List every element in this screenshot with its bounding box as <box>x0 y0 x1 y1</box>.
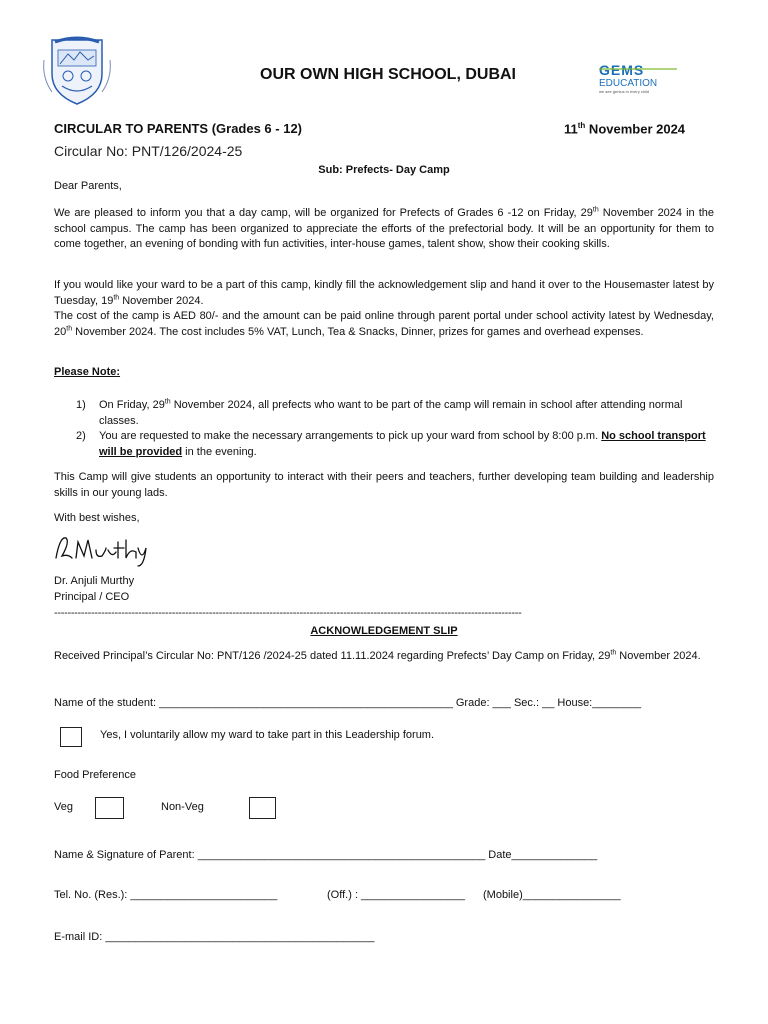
email-field[interactable]: E-mail ID: ____________________________________________ <box>54 931 375 943</box>
food-preference-label: Food Preference <box>54 769 136 781</box>
student-details-line[interactable]: Name of the student: ________________________________________________ Grade: ___ Sec.: __ House:________ <box>54 697 642 709</box>
non-veg-label: Non-Veg <box>161 801 204 813</box>
circular-title: CIRCULAR TO PARENTS (Grades 6 - 12) <box>54 121 303 136</box>
paragraph-intro: We are pleased to inform you that a day camp, will be organized for Prefects of Grades 6 -12 on Friday, 29th November 2024 in the school campus. The camp has been organized to appreciate the efforts of the prefectorial body. It will be an opportunity for them to come together, an evening of bonding with fun activities, inter-house games, talent show, show their cooking skills. <box>54 206 714 251</box>
note-list <box>76 398 716 460</box>
non-veg-checkbox[interactable] <box>249 797 276 819</box>
salutation: Dear Parents, <box>54 180 122 192</box>
consent-checkbox[interactable] <box>60 727 82 747</box>
tel-res-field[interactable]: Tel. No. (Res.): ________________________ <box>54 889 278 901</box>
tel-office-field[interactable]: (Off.) : _________________ <box>327 889 466 901</box>
principal-name: Dr. Anjuli Murthy <box>54 575 135 587</box>
paragraph-registration: If you would like your ward to be a part of this camp, kindly fill the acknowledgement slip and hand it over to the Housemaster latest by Tuesday, 19th November 2024. The cost of the camp is AED 80/- and the amount can be paid online through parent portal under school activity latest by Wednesday, 20th November 2024. The cost includes 5% VAT, Lunch, Tea & Snacks, Dinner, prizes for games and overhead expenses. <box>54 279 714 339</box>
principal-signature <box>52 528 152 568</box>
parent-signature-line[interactable]: Name & Signature of Parent: _______________________________________________ Date______________ <box>54 849 598 861</box>
cut-line-divider: ------------------------------------------------------------------------------------------------------------------------------------------- <box>54 607 522 619</box>
consent-label: Yes, I voluntarily allow my ward to take part in this Leadership forum. <box>100 729 435 741</box>
gems-logo-tagline: we see genius in every child <box>599 89 650 94</box>
tel-mobile-field[interactable]: (Mobile)________________ <box>483 889 621 901</box>
closing-wishes: With best wishes, <box>54 512 140 524</box>
gems-education-logo <box>596 62 686 96</box>
veg-label: Veg <box>54 801 73 813</box>
subject-line: Sub: Prefects- Day Camp <box>318 164 450 176</box>
paragraph-closing: This Camp will give students an opportunity to interact with their peers and teachers, further developing team building and leadership skills in our young lads. <box>54 471 714 499</box>
school-name: OUR OWN HIGH SCHOOL, DUBAI <box>260 66 516 83</box>
acknowledgement-text: Received Principal’s Circular No: PNT/126 /2024-25 dated 11.11.2024 regarding Prefects’ Day Camp on Friday, 29th November 2024. <box>54 649 701 662</box>
gems-logo-subtext: EDUCATION <box>599 78 658 89</box>
note-heading: Please Note: <box>54 366 121 378</box>
principal-title: Principal / CEO <box>54 591 130 603</box>
list-item: 1) On Friday, 29th November 2024, all prefects who want to be part of the camp will remain in school after attending normal classes. <box>76 398 683 427</box>
acknowledgement-heading: ACKNOWLEDGEMENT SLIP <box>310 625 458 637</box>
circular-number: Circular No: PNT/126/2024-25 <box>54 143 243 159</box>
circular-date: 11th November 2024 <box>564 121 686 137</box>
veg-checkbox[interactable] <box>95 797 124 819</box>
list-item: 2) You are requested to make the necessary arrangements to pick up your ward from school by 8:00 p.m. No school transport will be provided in the evening. <box>76 430 706 458</box>
